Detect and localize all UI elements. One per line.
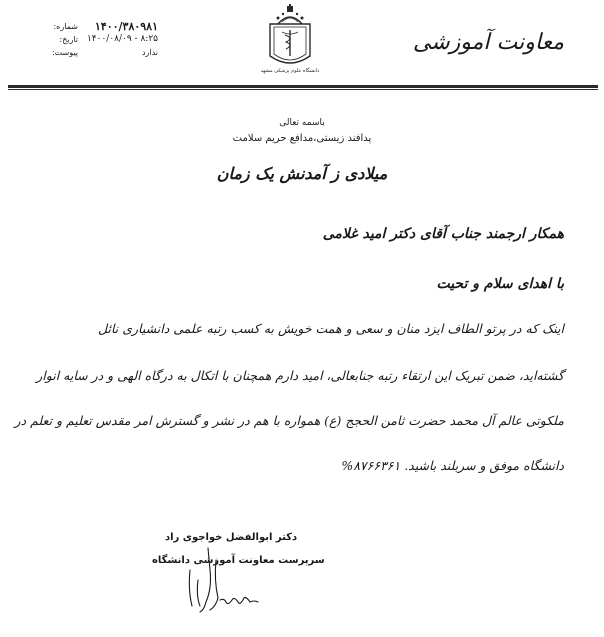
letter-occasion: میلادی ز آمدنش یک زمان — [216, 164, 388, 183]
header-divider — [8, 85, 598, 88]
letter-attachment-row — [38, 46, 158, 59]
signatory-name: دکتر ابوالفضل خواجوی راد — [165, 532, 298, 543]
letter-subject: پدافند زیستی،مدافع حریم سلامت — [232, 133, 372, 144]
letter-meta — [38, 20, 158, 59]
letter-date-label: تاریخ: — [59, 35, 78, 44]
letter-date-row — [38, 33, 158, 46]
letter-body-line: اینک که در پرتو الطاف ایزد منان و سعی و همت خویش به کسب رتبه علمی دانشیاری نائل — [98, 321, 564, 336]
signatory-title: سرپرست معاونت آموزشی دانشگاه — [152, 555, 325, 566]
letter-number-label: شماره: — [53, 22, 78, 31]
letter-number-row — [38, 20, 158, 33]
letter-number-value: ۱۴۰۰/۳۸۰۹۸۱ — [94, 20, 158, 33]
letter-body-line: گشته‌اید، ضمن تبریک این ارتقاء رتبه جنابعالی، امید دارم همچنان با اتکال به درگاه الهی و در سایه انوار — [36, 368, 564, 383]
letter-body-line: ملکوتی عالم آل محمد حضرت ثامن الحجج (ع) همواره با هم در نشر و گسترش امر مقدس تعلیم و تعلم در — [14, 413, 564, 428]
letter-attachment-value: ندارد — [141, 48, 158, 57]
letter-invocation: باسمه تعالی — [279, 118, 325, 128]
department-title: معاونت آموزشی — [412, 30, 564, 55]
letter-attachment-label: پیوست: — [51, 48, 78, 57]
letter-body-line: دانشگاه موفق و سربلند باشید. ۸۷۶۶۳۶۱% — [341, 458, 564, 473]
university-logo-icon — [258, 4, 322, 74]
logo-caption: دانشگاه علوم پزشکی مشهد — [260, 68, 320, 74]
header-divider-thin — [8, 89, 598, 90]
letter-greeting: با اهدای سلام و تحیت — [436, 276, 564, 292]
letter-date-value: ۱۴۰۰/۰۸/۰۹ - ۸:۲۵ — [86, 34, 158, 44]
letter-addressee: همکار ارجمند جناب آقای دکتر امید غلامی — [322, 226, 564, 242]
handwritten-signature-icon — [170, 540, 280, 620]
